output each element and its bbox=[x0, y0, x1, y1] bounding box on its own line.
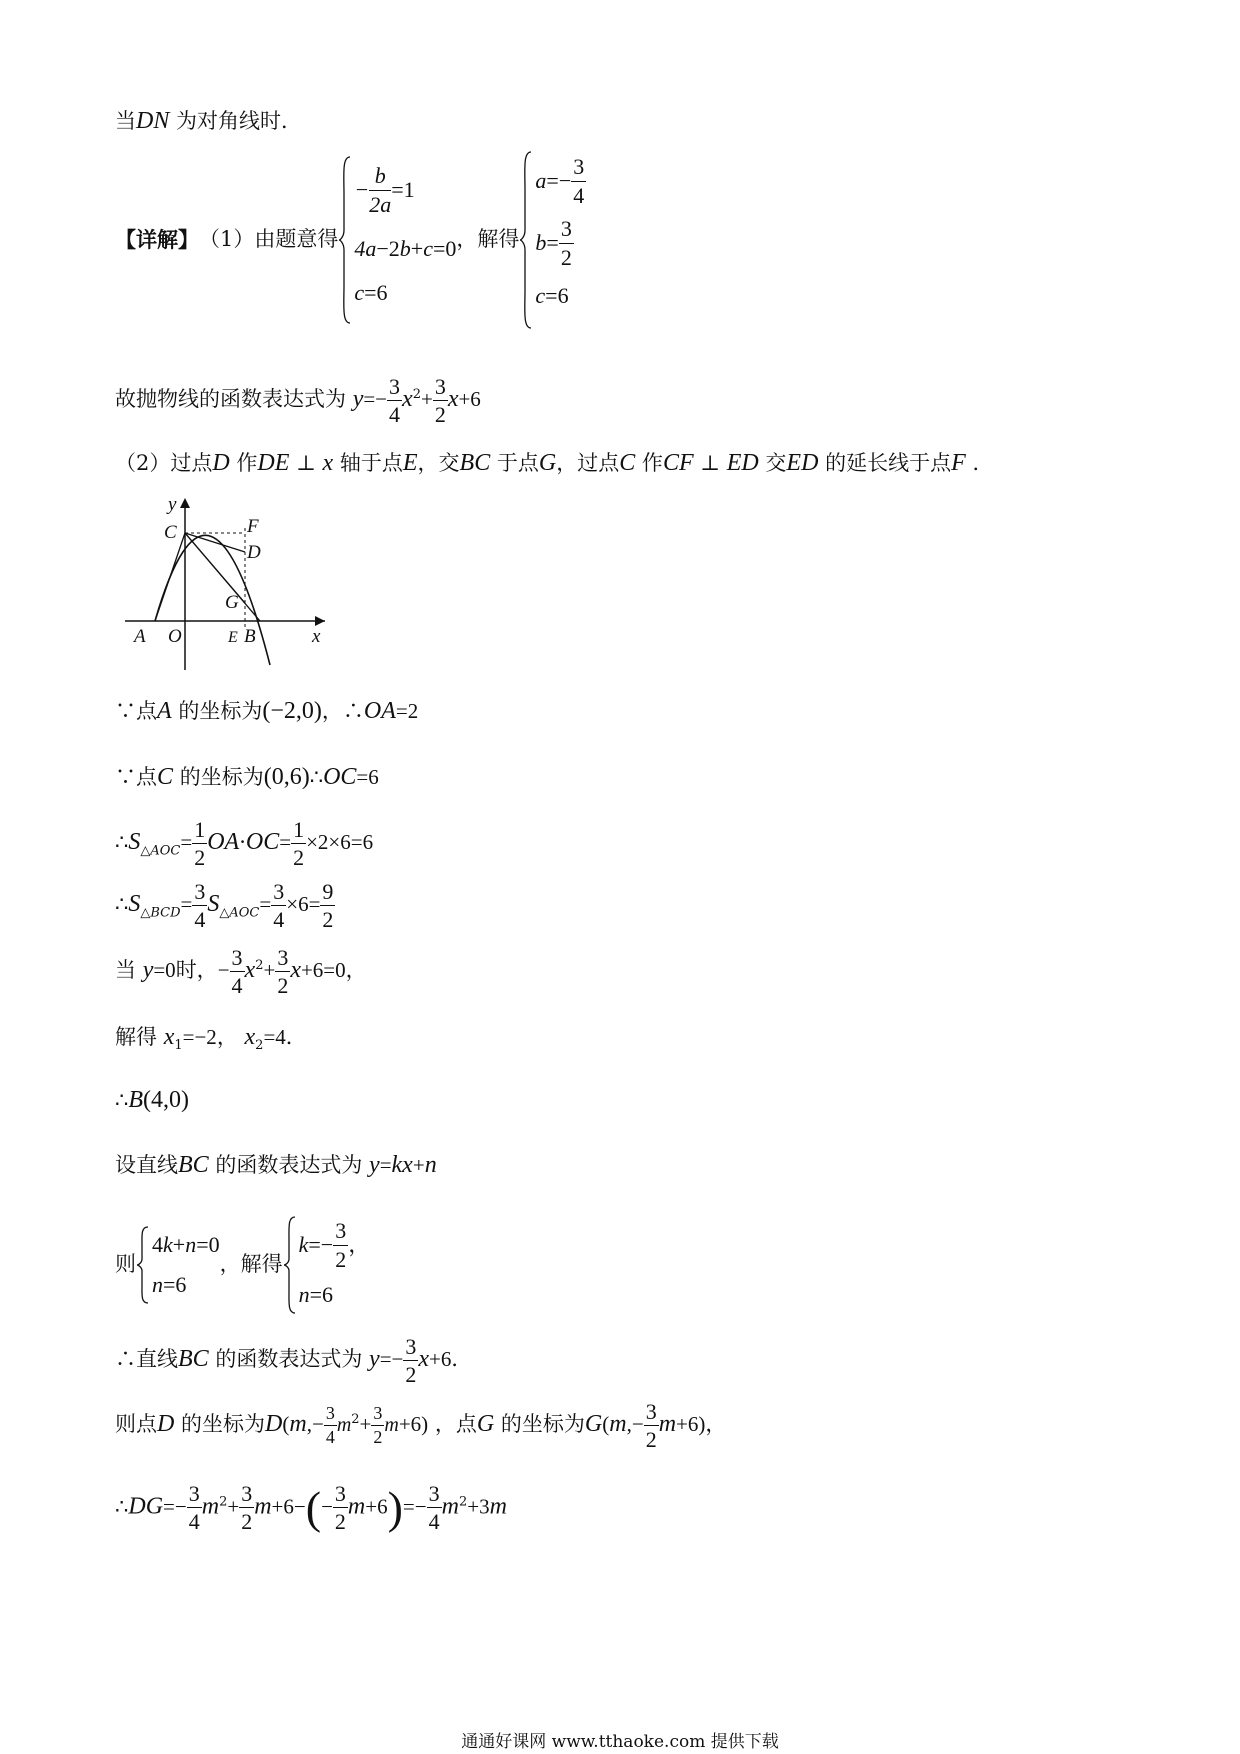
parabola-expression: 故抛物线的函数表达式为 y=− $\frac{3}{4}$ $x^2+$ $\frac{3}{2}$ x+6 bbox=[115, 374, 481, 428]
detail-part1 bbox=[115, 150, 586, 330]
label-f: F bbox=[247, 516, 259, 537]
label-g: G bbox=[225, 592, 239, 613]
equation-system-1: − $\frac{b}{2a}$ =1 4a −2 b + c =0 c =6 bbox=[338, 155, 456, 325]
roots-line: 解得 $x_1=-2$， $x_2=4$． bbox=[115, 1024, 307, 1054]
detail-text: （1）由题意得 bbox=[199, 227, 339, 252]
points-d-g-line: 则点D 的坐标为D(m,− $\frac{3}{4}$ $m^2+$ $\frac{3}{2}$ m+6) ，点G 的坐标为G(m,− $\frac{3}{2}$ m+6)， bbox=[115, 1399, 727, 1453]
detail-label: 【详解】 bbox=[115, 227, 199, 253]
solution-system-1: a =− $\frac{3}{4}$ b = $\frac{3}{2}$ c =6 bbox=[519, 150, 586, 330]
parabola-figure bbox=[120, 490, 335, 675]
label-e: E bbox=[228, 629, 238, 646]
solve-text-2: ，解得 bbox=[219, 1252, 283, 1277]
brace-icon bbox=[283, 1215, 297, 1315]
label-c: C bbox=[164, 522, 177, 543]
brace-icon bbox=[519, 150, 533, 330]
label-o: O bbox=[168, 626, 182, 647]
line-bc-setup: 设直线BC 的函数表达式为 y=kx+n bbox=[115, 1152, 437, 1178]
y-zero-line: 当 y=0时，− $\frac{3}{4}$ $x^2+$ $\frac{3}{2}$ x+6=0， bbox=[115, 945, 367, 999]
equation-system-2: 4 k + n =0 n =6 bbox=[136, 1225, 220, 1305]
point-c-line: ∵点C 的坐标为(0,6)∴OC=6 bbox=[115, 764, 379, 790]
brace-icon bbox=[338, 155, 352, 325]
label-a: A bbox=[134, 626, 146, 647]
solution-system-2: k =− $\frac{3}{2}$ ， n =6 bbox=[283, 1215, 371, 1315]
dg-line: ∴DG=− $\frac{3}{4}$ $m^2+$ $\frac{3}{2}$ m+6−(− $\frac{3}{2}$ m+6)=− $\frac{3}{4}$ $m^2+3m$ bbox=[115, 1481, 507, 1535]
area-bcd-line: $\therefore S_{\triangle BCD}=$ $\frac{3}{4}$ $S_{\triangle AOC}=$ $\frac{3}{4}$ ×6= $\frac{9}{2}$ bbox=[115, 879, 334, 933]
point-b-line: ∴B(4,0) bbox=[115, 1087, 190, 1113]
footer: 通通好课网 www.tthaoke.com 提供下载 bbox=[461, 1732, 779, 1752]
area-aoc-line: $\therefore S_{\triangle AOC}=$ $\frac{1}{2}$ OA·OC= $\frac{1}{2}$ ×2×6=6 bbox=[115, 817, 374, 871]
label-b: B bbox=[244, 626, 256, 647]
line-bc-result: ∴直线BC 的函数表达式为 y=− $\frac{3}{2}$ x+6． bbox=[115, 1334, 473, 1388]
label-y: y bbox=[168, 494, 177, 515]
label-x: x bbox=[312, 626, 321, 647]
line-dn-diagonal: 当DN 为对角线时． bbox=[115, 108, 303, 134]
part2-text: （2）过点D 作DE ⊥ x 轴于点E，交BC 于点G，过点C 作CF ⊥ ED 交ED 的延长线于点F ． bbox=[115, 450, 994, 476]
solve-text-1: ，解得 bbox=[456, 227, 520, 252]
point-a-line: ∵点A 的坐标为(−2,0)，∴OA=2 bbox=[115, 698, 419, 724]
brace-icon bbox=[136, 1225, 150, 1305]
system-2-line bbox=[115, 1210, 370, 1320]
label-d: D bbox=[247, 542, 261, 563]
then-text: 则 bbox=[115, 1252, 136, 1277]
